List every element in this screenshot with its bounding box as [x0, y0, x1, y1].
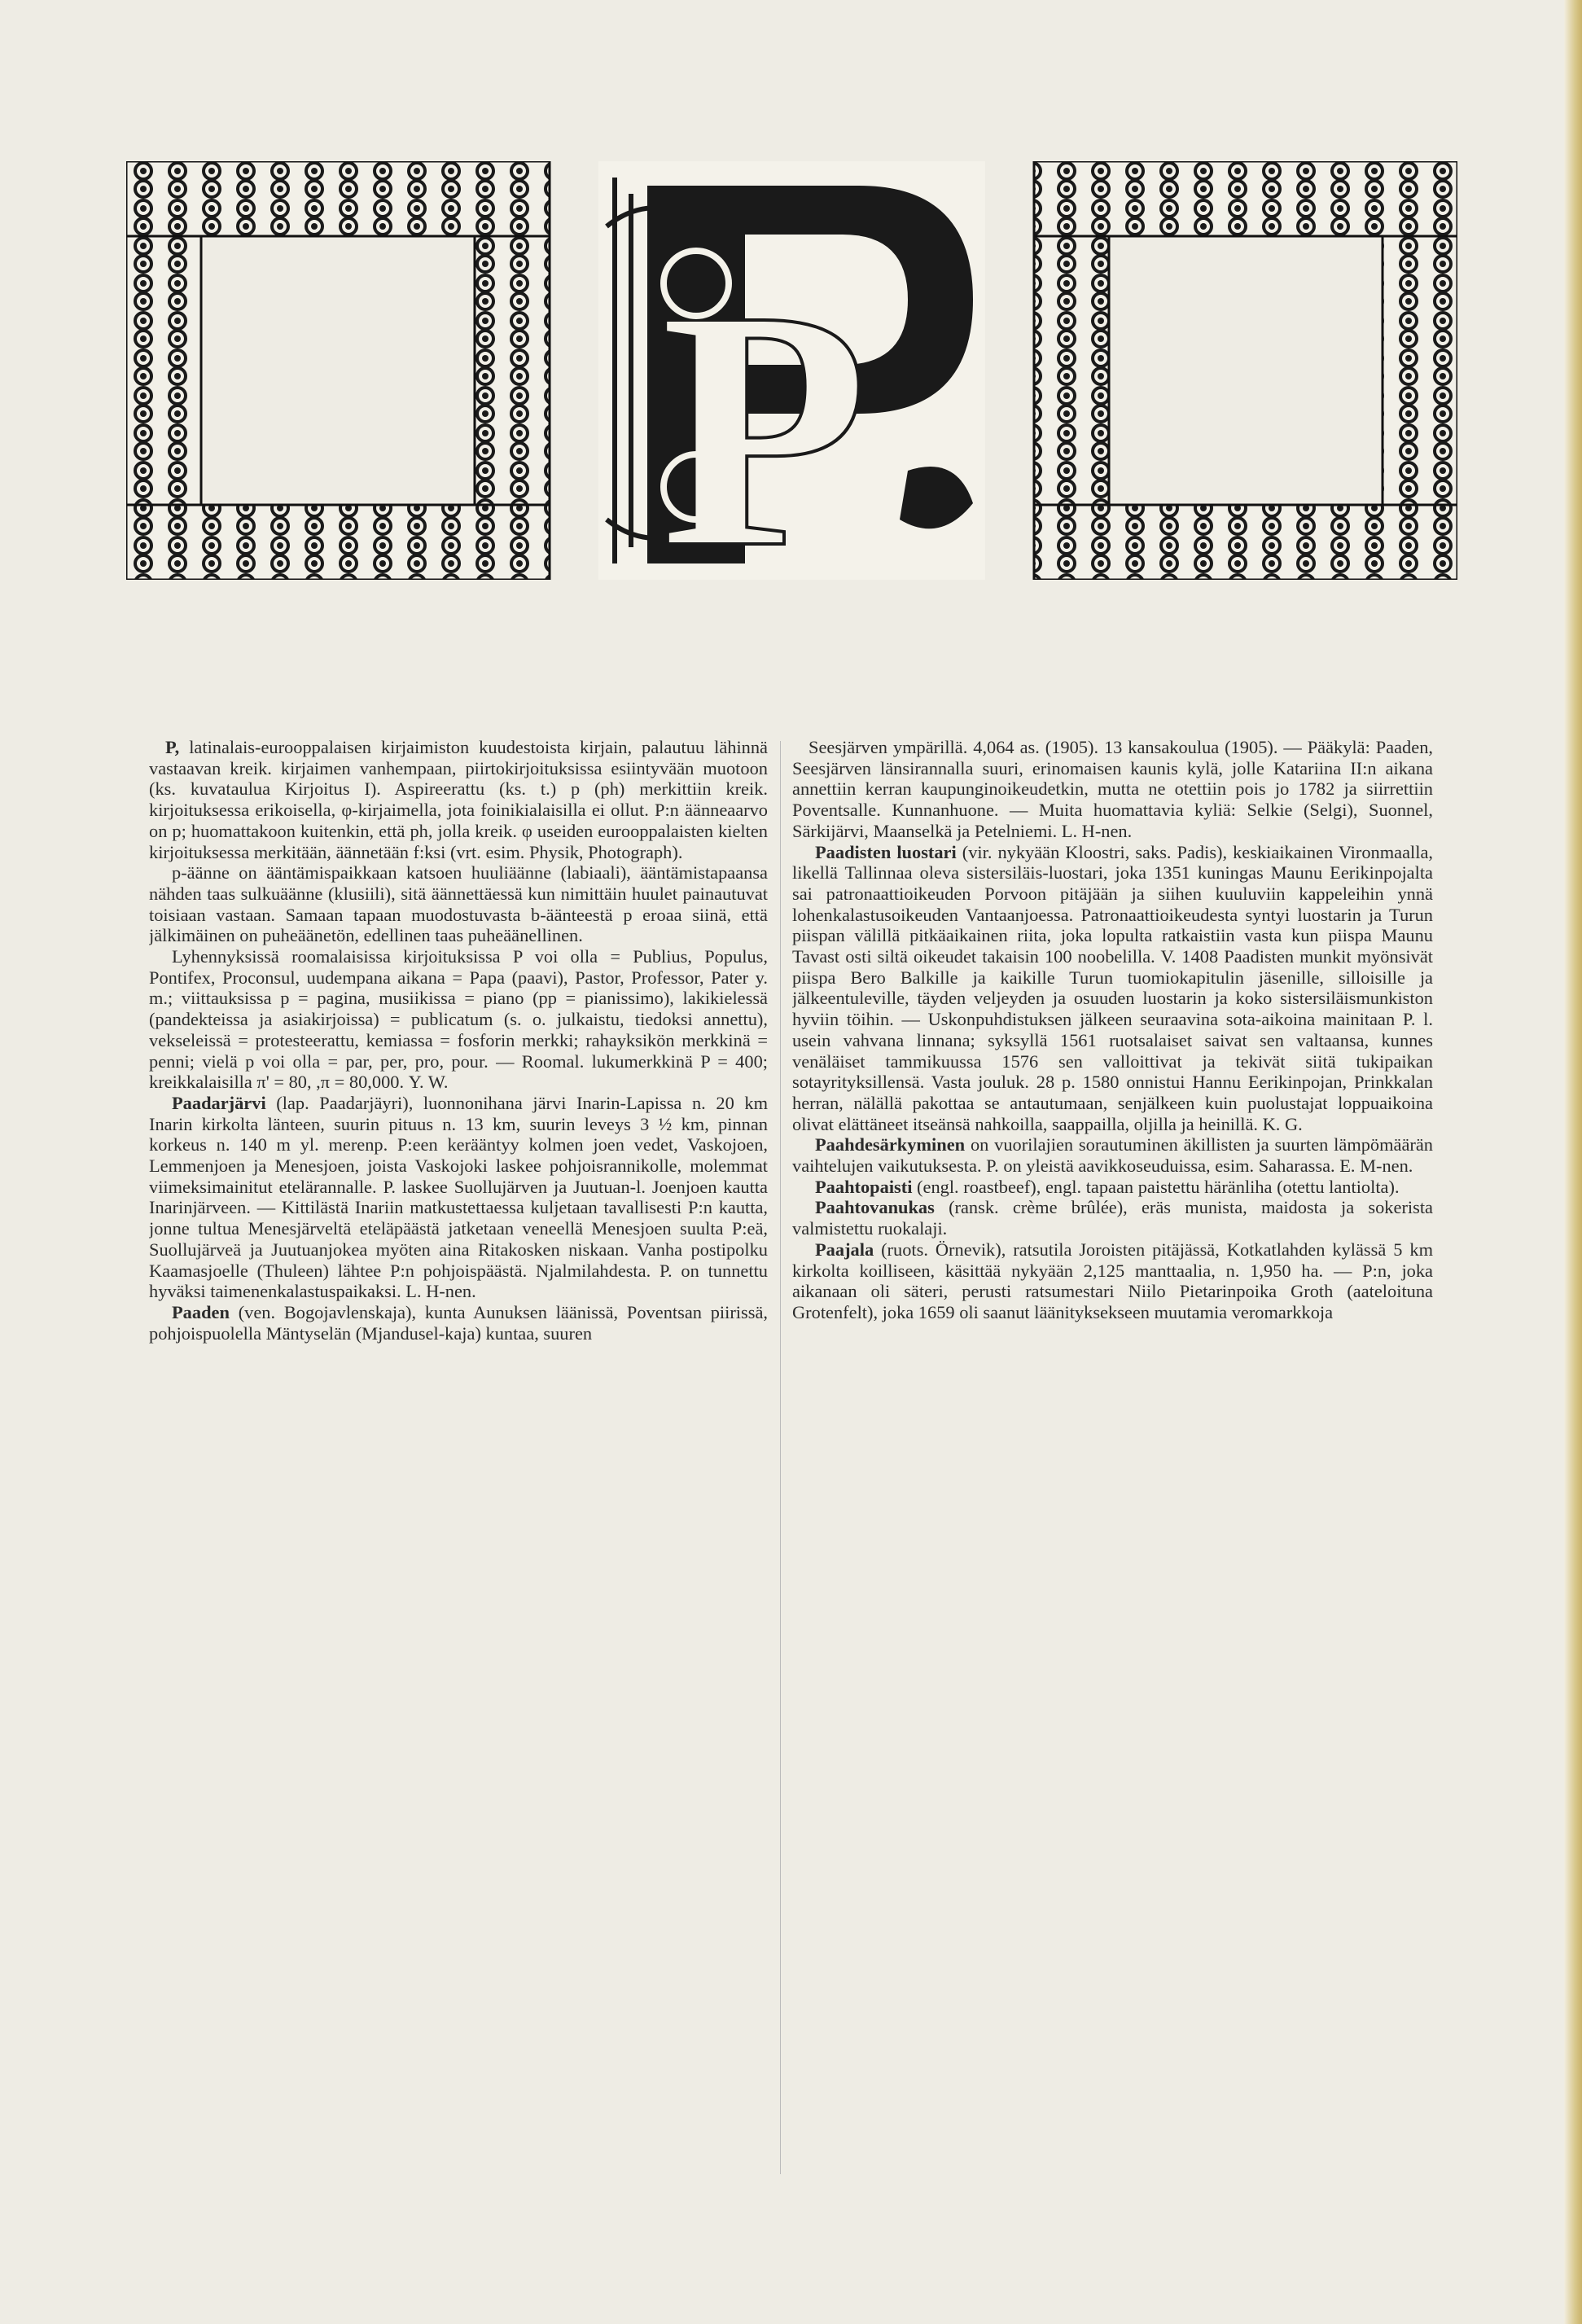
- article-entry: [149, 946, 768, 1093]
- article-headword: P,: [165, 737, 180, 757]
- article-entry: [792, 842, 1433, 1135]
- article-headword: Paaden: [172, 1301, 230, 1322]
- article-entry: [149, 862, 768, 946]
- article-text: (engl. roastbeef), engl. tapaan paistettu häränliha (otettu lantiolta).: [917, 1176, 1400, 1197]
- article-entry: [149, 1093, 768, 1302]
- page-edge: [1564, 0, 1582, 2324]
- decorative-initial-banner: [126, 161, 1457, 580]
- article-entry: [149, 737, 768, 862]
- article-text: Lyhennyksissä roomalaisissa kirjoituksissa P voi olla = Publius, Populus, Pontifex, Proconsul, uudempana aikana = Papa (paavi), Pastor, Professor, Pater y. m.; viittauksissa p = pagina, musiikissa = piano (pp = pianissimo), lakikielessä (pandekteissa ja asiakirjoissa) = publicatum (s. o. julkaistu, tiedoksi annettu), vekseleissä = protesteerattu, kemiassa = fosforin merkki; rahayksikön merkkinä = penni; vielä p voi olla = par, per, pro, pour. — Roomal. lukumerkkinä P = 400; kreikkalaisilla π' = 80, ,π = 80,000. Y. W.: [149, 946, 768, 1093]
- article-text: (lap. Paadarjäyri), luonnonihana järvi Inarin-Lapissa n. 20 km Inarin kirkolta länteen, suurin pituus n. 13 km, suurin leveys 3 ½ km, pinnan korkeus n. 140 m yl. merenp. P:een kerääntyy kolmen joen vedet, Vaskojoen, Lemmenjoen ja Menesjoen, joista Vaskojoki laskee pohjoisrannikolle, molemmat viimeksimainitut etelärannalle. P. laskee Suollujärven ja Juutuan-l. Joenjoen kautta Inarinjärveen. — Kittilästä Inariin matkustettaessa kuljetaan tavallisesti P:n kautta, jonne tultua Menesjärveltä eteläpäästä jatketaan veneellä Menesjoen suulta P:eä, Suollujärveä ja Juutuanjokea myöten aina Ritakosken niskaan. Vanha postipolku Kaamasjoelle (Thuleen) lähtee P:n pohjoispäästä. Njalmilahdesta. P. on tunnettu hyväksi taimenenkalastuspaikaksi. L. H-nen.: [149, 1092, 768, 1302]
- article-text: (vir. nykyään Kloostri, saks. Padis), keskiaikainen Vironmaalla, likellä Tallinnaa oleva sistersiläis-luostari, joka 1351 kuningas Maunu Eerikinpojalta sai patronaattioikeuden Porvoon pitäjään ja siihen kuuluviin kappeleihin ynnä lohenkalastusoikeuden Vantaanjoessa. Patronaattioikeudesta syntyi luostarin ja Turun piispan välillä pitkäaikainen riita, joka lopulta ratkaistiin vasta kun piispa Maunu Tavast osti siltä oikeudet takaisin 100 noobelilla. V. 1408 Paadisten munkit myönsivät piispa Bero Balkille ja kaikille Turun tuomiokapitulin jäsenille, silloisille ja jälkeentuleville, täyden veljeyden ja osuuden luostarin ja koko sistersiläismunkiston hyviin töihin. — Uskonpuhdistuksen jälkeen seuraavina sota-aikoina mainitaan P. l. usein vahvana linnana; syksyllä 1561 ruotsalaiset saivat sen valtaansa, kunnes venäläiset tammikuussa 1576 sen valloittivat ja tekivät siitä tukipaikan sotayrityksillensä. Vasta jouluk. 28 p. 1580 onnistui Hannu Eerikinpojan, Prinkkalan herran, nälällä pakottaa se antautumaan, senjälkeen kuin puolustajat loppuaikoina olivat elättäneet itseänsä nahkoilla, saappailla, oljilla ja heinillä. K. G.: [792, 841, 1433, 1134]
- article-entry: [792, 1197, 1433, 1239]
- initial-letter-glyph: P: [660, 239, 869, 580]
- article-text: Seesjärven ympärillä. 4,064 as. (1905). 13 kansakoulua (1905). — Pääkylä: Paaden, Seesjärven länsirannalla suuri, erinomaisen kaunis kylä, jolle Katariina II:n aikana annettiin kerran kaupunginoikeudetkin, mutta ne otettiin pois jo 1782 ja siirrettiin Poventsalle. Kunnanhuone. — Muita huomattavia kyliä: Selkie (Selgi), Suonnel, Särkijärvi, Maanselkä ja Petelniemi. L. H-nen.: [792, 737, 1433, 841]
- article-headword: Paahtopaisti: [815, 1176, 913, 1197]
- article-entry: [792, 1239, 1433, 1323]
- article-headword: Paahdesärkyminen: [815, 1134, 966, 1155]
- article-entry: [792, 737, 1433, 842]
- initial-letter-p: [598, 161, 985, 580]
- right-column: [792, 737, 1433, 2268]
- left-column: [149, 737, 768, 2268]
- article-entry: [792, 1134, 1433, 1176]
- article-text: on vuorilajien sorautuminen äkillisten ja suurten lämpömäärän vaihtelujen vaikutuksesta. P. on yleistä aavikkoseuduissa, esim. Saharassa. E. M-nen.: [792, 1134, 1433, 1177]
- article-text: (ruots. Örnevik), ratsutila Joroisten pitäjässä, Kotkatlahden kylässä 5 km kirkolta koilliseen, käsittää nykyään 2,125 manttaalia, n. 1,950 ha. — P:n, joka aikanaan oli säteri, perusti ratsumestari Niilo Pietarinpoika Groth (aateloituna Grotenfelt), joka 1659 oli saanut läänityksekseen muutamia veromarkkoja: [792, 1239, 1433, 1322]
- article-text: (ransk. crème brûlée), eräs munista, maidosta ja sokerista valmistettu ruokalaji.: [792, 1197, 1433, 1239]
- article-entry: [149, 1302, 768, 1344]
- right-ornament: [1034, 161, 1457, 580]
- article-headword: Paahtovanukas: [815, 1197, 935, 1218]
- article-headword: Paajala: [815, 1239, 874, 1260]
- article-text: (ven. Bogojavlenskaja), kunta Aunuksen läänissä, Poventsan piirissä, pohjoispuolella Mäntyselän (Mjandusel-kaja) kuntaa, suuren: [149, 1301, 768, 1344]
- column-divider: [780, 741, 781, 2174]
- article-headword: Paadisten luostari: [815, 841, 957, 862]
- article-text: p-äänne on ääntämispaikkaan katsoen huuliäänne (labiaali), ääntämistapaansa nähden taas sulkuäänne (klusiili), sitä äännettäessä kun nimittäin huulet painautuvat toisiaan vastaan. Samaan tapaan muodostuvasta b-äänteestä p eroaa siinä, että jälkimäinen on puheäänetön, edellinen taas puheäänellinen.: [149, 862, 768, 946]
- article-headword: Paadarjärvi: [172, 1092, 266, 1113]
- article-entry: [792, 1177, 1433, 1198]
- article-text: latinalais-eurooppalaisen kirjaimiston kuudestoista kirjain, palautuu lähinnä vastaavan kreik. kirjaimen vanhempaan, piirtokirjoituksissa esiintyvään muotoon (ks. kuvataulua Kirjoitus I). Aspireerattu (ks. t.) p (ph) merkittiin kreik. kirjoituksessa erikoisella, φ-kirjaimella, jota foinikialaisilla ei ollut. P:n äänneaarvo on p; huomattakoon kuitenkin, että ph, jolla kreik. φ useiden eurooppalaisten kielten kirjoituksessa merkitään, äännetään f:ksi (vrt. esim. Physik, Photograph).: [149, 737, 768, 862]
- left-ornament: [126, 161, 550, 580]
